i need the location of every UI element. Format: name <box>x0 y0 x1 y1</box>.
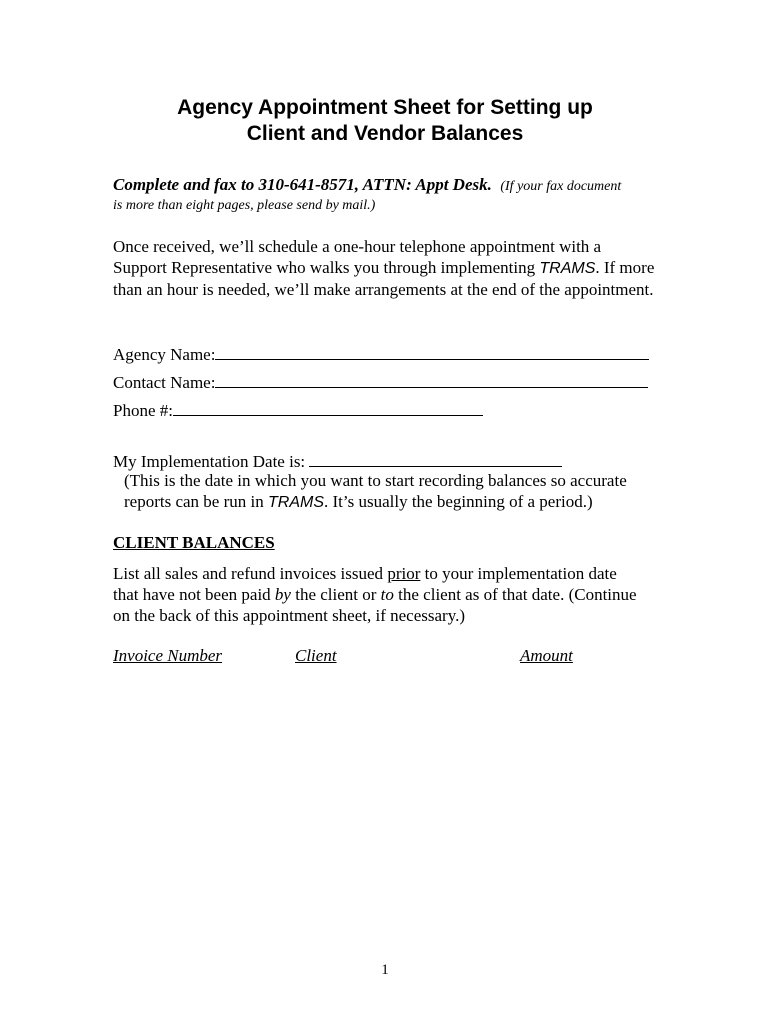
fax-note-end: is more than eight pages, please send by mail.) <box>113 198 376 213</box>
column-header-invoice-number: Invoice Number <box>113 646 223 665</box>
phone-line[interactable] <box>173 399 483 416</box>
contact-name-field[interactable] <box>113 371 648 394</box>
title-line-2: Client and Vendor Balances <box>246 122 524 145</box>
intro-text-2: . If more than an hour is needed, we’ll make arrangements at the end of the appointment. <box>113 258 655 299</box>
agency-name-label: Agency Name: <box>113 345 216 364</box>
phone-label: Phone #: <box>113 401 173 420</box>
intro-text-1: Once received, we’ll schedule a one-hour telephone appointment with a Support Representative who walks you through implementing <box>113 237 602 277</box>
cb-text-1: List all sales and refund invoices issued <box>113 564 388 583</box>
contact-name-line[interactable] <box>215 371 648 388</box>
fax-instruction-bold: Complete and fax to 310-641-8571, ATTN: Appt Desk. <box>113 175 492 194</box>
page-title <box>0 95 770 147</box>
fax-note-start: (If your fax document <box>500 179 622 194</box>
client-balances-heading: CLIENT BALANCES <box>113 533 275 552</box>
cb-text-2: to your implementation date that have not been paid <box>113 564 617 604</box>
contact-name-label: Contact Name: <box>113 373 216 392</box>
column-header-amount: Amount <box>520 646 573 665</box>
implementation-note <box>124 470 659 513</box>
cb-text-4: the client as of that date. (Continue on the back of this appointment sheet, if necessary.) <box>113 585 637 625</box>
implementation-note-2: . It’s usually the beginning of a period.) <box>323 492 593 511</box>
client-balances-paragraph <box>113 563 643 626</box>
agency-name-line[interactable] <box>215 343 649 360</box>
agency-name-field[interactable] <box>113 343 649 366</box>
implementation-date-label: My Implementation Date is: <box>113 452 310 471</box>
title-line-1: Agency Appointment Sheet for Setting up <box>177 96 593 119</box>
column-header-client: Client <box>295 646 337 665</box>
implementation-note-1: (This is the date in which you want to start recording balances so accurate reports can be run in <box>124 471 627 511</box>
cb-prior: prior <box>387 564 421 583</box>
cb-by: by <box>274 585 291 604</box>
phone-field[interactable] <box>113 399 483 422</box>
page-number: 1 <box>381 962 389 978</box>
cb-to: to <box>380 585 394 604</box>
fax-instructions <box>113 174 673 198</box>
brand-name-2: TRAMS <box>267 494 324 511</box>
implementation-date-line[interactable] <box>309 450 562 467</box>
intro-paragraph <box>113 236 658 300</box>
cb-text-3: the client or <box>290 585 381 604</box>
brand-name: TRAMS <box>539 260 596 277</box>
